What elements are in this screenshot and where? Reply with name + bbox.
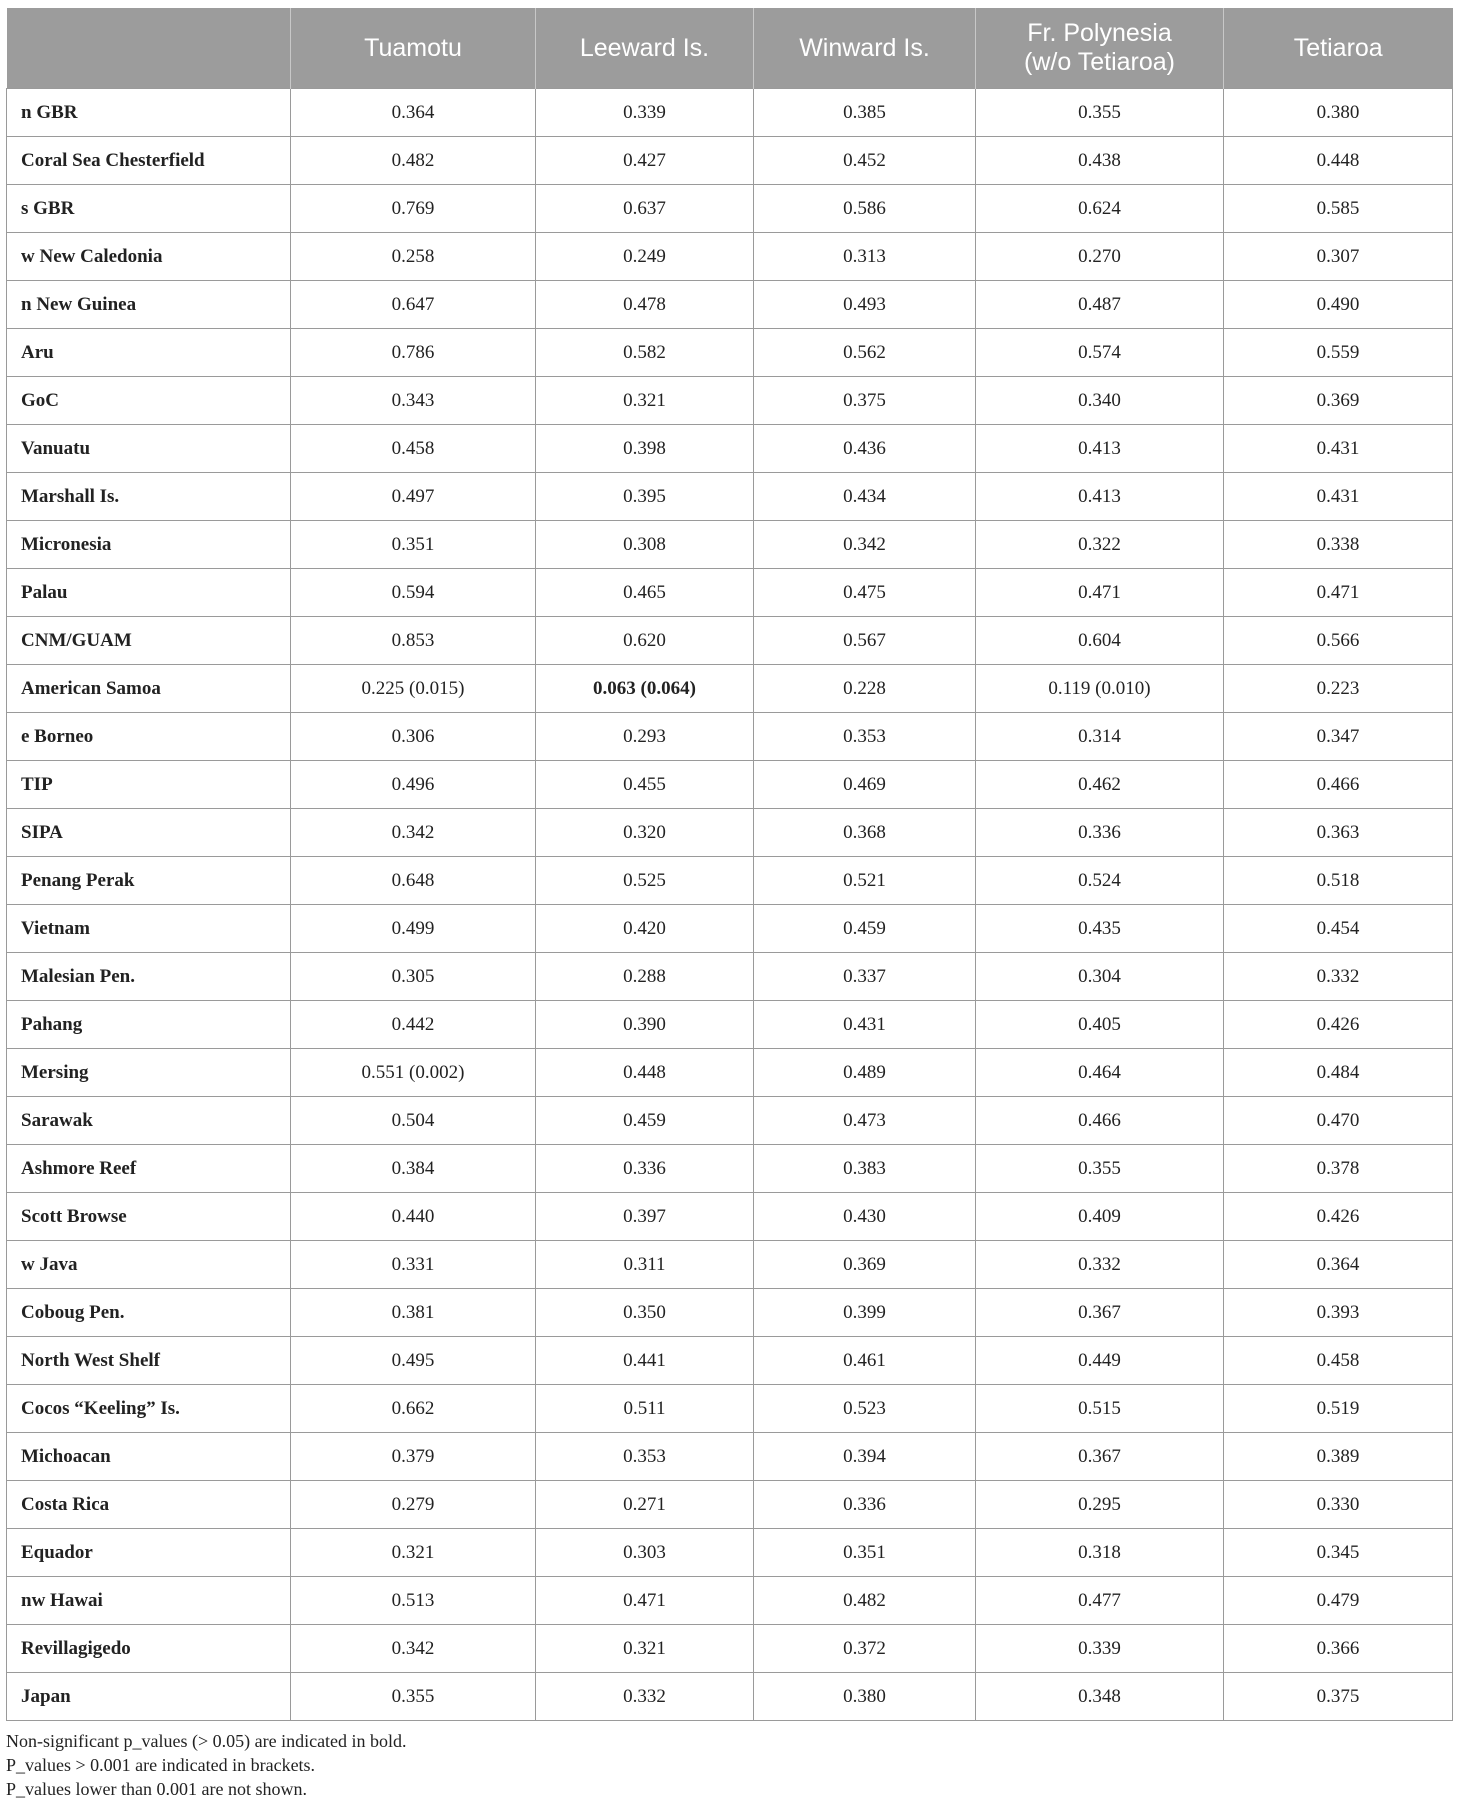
table-cell: 0.390 [536,1001,754,1049]
table-cell: 0.405 [976,1001,1224,1049]
table-cell: 0.559 [1224,329,1453,377]
row-label: e Borneo [7,713,291,761]
table-row [7,665,1453,713]
table-cell: 0.375 [1224,1673,1453,1721]
table-cell: 0.398 [536,425,754,473]
table-cell: 0.395 [536,473,754,521]
table-cell: 0.454 [1224,905,1453,953]
table-cell: 0.524 [976,857,1224,905]
table-cell: 0.355 [976,89,1224,137]
table-row [7,1049,1453,1097]
table-row [7,89,1453,137]
table-row [7,1289,1453,1337]
table-cell: 0.448 [1224,137,1453,185]
table-cell: 0.367 [976,1433,1224,1481]
table-cell: 0.380 [754,1673,976,1721]
table-row [7,473,1453,521]
row-label: American Samoa [7,665,291,713]
table-cell: 0.493 [754,281,976,329]
table-cell: 0.426 [1224,1193,1453,1241]
table-row [7,617,1453,665]
table-cell: 0.279 [291,1481,536,1529]
table-cell: 0.566 [1224,617,1453,665]
header-cell-leeward: Leeward Is. [536,8,754,89]
table-cell: 0.308 [536,521,754,569]
table-cell: 0.348 [976,1673,1224,1721]
table-cell: 0.489 [754,1049,976,1097]
table-cell: 0.369 [1224,377,1453,425]
table-header [7,8,1453,89]
row-label: Costa Rica [7,1481,291,1529]
table-row [7,233,1453,281]
table-cell: 0.351 [754,1529,976,1577]
table-cell: 0.465 [536,569,754,617]
header-cell-tuamotu: Tuamotu [291,8,536,89]
table-cell: 0.458 [291,425,536,473]
table-body [7,89,1453,1721]
header-cell-fr-polynesia: Fr. Polynesia (w/o Tetiaroa) [976,8,1224,89]
table-cell: 0.293 [536,713,754,761]
table-cell: 0.364 [291,89,536,137]
table-cell: 0.620 [536,617,754,665]
header-row [7,8,1453,89]
table-cell: 0.369 [754,1241,976,1289]
table-cell: 0.574 [976,329,1224,377]
table-cell: 0.223 [1224,665,1453,713]
table-cell: 0.342 [754,521,976,569]
table-cell: 0.288 [536,953,754,1001]
row-label: Penang Perak [7,857,291,905]
table-cell: 0.307 [1224,233,1453,281]
table-cell: 0.471 [536,1577,754,1625]
row-label: s GBR [7,185,291,233]
table-cell: 0.495 [291,1337,536,1385]
table-cell: 0.853 [291,617,536,665]
table-cell: 0.582 [536,329,754,377]
table-cell: 0.332 [536,1673,754,1721]
table-cell: 0.379 [291,1433,536,1481]
table-cell: 0.482 [291,137,536,185]
table-cell: 0.769 [291,185,536,233]
table-cell: 0.436 [754,425,976,473]
row-label: Coboug Pen. [7,1289,291,1337]
row-label: w New Caledonia [7,233,291,281]
table-row [7,1625,1453,1673]
row-label: Michoacan [7,1433,291,1481]
row-label: Marshall Is. [7,473,291,521]
table-cell: 0.449 [976,1337,1224,1385]
table-cell: 0.228 [754,665,976,713]
table-cell: 0.497 [291,473,536,521]
footnote: Non-significant p_values (> 0.05) are indicated in bold. [6,1731,407,1751]
table-cell: 0.332 [976,1241,1224,1289]
table-row [7,1481,1453,1529]
table-row [7,425,1453,473]
table-row [7,1433,1453,1481]
table-cell: 0.426 [1224,1001,1453,1049]
table-row [7,1241,1453,1289]
table-cell: 0.355 [976,1145,1224,1193]
table-cell: 0.430 [754,1193,976,1241]
table-cell: 0.397 [536,1193,754,1241]
table-cell: 0.459 [754,905,976,953]
row-label: nw Hawai [7,1577,291,1625]
row-label: North West Shelf [7,1337,291,1385]
table-cell: 0.624 [976,185,1224,233]
table-cell: 0.366 [1224,1625,1453,1673]
table-row [7,1193,1453,1241]
table-footnotes [6,1729,1452,1801]
row-label: Revillagigedo [7,1625,291,1673]
table-cell: 0.063 (0.064) [536,665,754,713]
row-label: Ashmore Reef [7,1145,291,1193]
table-cell: 0.389 [1224,1433,1453,1481]
table-cell: 0.258 [291,233,536,281]
table-cell: 0.496 [291,761,536,809]
table-cell: 0.461 [754,1337,976,1385]
table-cell: 0.431 [1224,473,1453,521]
table-container [6,8,1452,1801]
table-cell: 0.434 [754,473,976,521]
table-cell: 0.455 [536,761,754,809]
table-cell: 0.462 [976,761,1224,809]
table-cell: 0.339 [976,1625,1224,1673]
table-cell: 0.385 [754,89,976,137]
row-label: Japan [7,1673,291,1721]
table-cell: 0.448 [536,1049,754,1097]
table-cell: 0.469 [754,761,976,809]
table-cell: 0.393 [1224,1289,1453,1337]
row-label: n New Guinea [7,281,291,329]
table-cell: 0.381 [291,1289,536,1337]
table-cell: 0.314 [976,713,1224,761]
table-cell: 0.504 [291,1097,536,1145]
table-cell: 0.337 [754,953,976,1001]
table-cell: 0.321 [536,377,754,425]
header-cell-tetiaroa: Tetiaroa [1224,8,1453,89]
row-label: Sarawak [7,1097,291,1145]
table-cell: 0.475 [754,569,976,617]
table-row [7,857,1453,905]
table-cell: 0.372 [754,1625,976,1673]
table-cell: 0.380 [1224,89,1453,137]
table-cell: 0.413 [976,473,1224,521]
table-cell: 0.479 [1224,1577,1453,1625]
table-cell: 0.306 [291,713,536,761]
table-cell: 0.525 [536,857,754,905]
table-cell: 0.313 [754,233,976,281]
table-row [7,1529,1453,1577]
row-label: Cocos “Keeling” Is. [7,1385,291,1433]
table-cell: 0.551 (0.002) [291,1049,536,1097]
table-cell: 0.484 [1224,1049,1453,1097]
table-cell: 0.413 [976,425,1224,473]
table-cell: 0.515 [976,1385,1224,1433]
table-cell: 0.466 [1224,761,1453,809]
table-cell: 0.523 [754,1385,976,1433]
table-cell: 0.458 [1224,1337,1453,1385]
table-cell: 0.353 [536,1433,754,1481]
table-cell: 0.322 [976,521,1224,569]
row-label: CNM/GUAM [7,617,291,665]
table-cell: 0.470 [1224,1097,1453,1145]
row-label: Equador [7,1529,291,1577]
table-cell: 0.320 [536,809,754,857]
table-cell: 0.378 [1224,1145,1453,1193]
row-label: GoC [7,377,291,425]
header-cell-winward: Winward Is. [754,8,976,89]
table-cell: 0.427 [536,137,754,185]
table-cell: 0.647 [291,281,536,329]
table-cell: 0.464 [976,1049,1224,1097]
header-cell-corner [7,8,291,89]
row-label: Vietnam [7,905,291,953]
table-row [7,761,1453,809]
table-cell: 0.332 [1224,953,1453,1001]
table-row [7,1385,1453,1433]
table-row [7,521,1453,569]
table-cell: 0.353 [754,713,976,761]
table-cell: 0.459 [536,1097,754,1145]
table-cell: 0.585 [1224,185,1453,233]
table-row [7,713,1453,761]
table-cell: 0.594 [291,569,536,617]
row-label: Aru [7,329,291,377]
table-cell: 0.562 [754,329,976,377]
table-row [7,569,1453,617]
table-cell: 0.225 (0.015) [291,665,536,713]
row-label: Micronesia [7,521,291,569]
table-cell: 0.363 [1224,809,1453,857]
table-cell: 0.471 [976,569,1224,617]
table-cell: 0.347 [1224,713,1453,761]
table-cell: 0.311 [536,1241,754,1289]
table-cell: 0.604 [976,617,1224,665]
table-cell: 0.662 [291,1385,536,1433]
table-cell: 0.477 [976,1577,1224,1625]
table-cell: 0.435 [976,905,1224,953]
table-row [7,1001,1453,1049]
table-cell: 0.270 [976,233,1224,281]
table-cell: 0.383 [754,1145,976,1193]
footnote: P_values lower than 0.001 are not shown. [6,1779,307,1799]
table-row [7,281,1453,329]
table-row [7,953,1453,1001]
table-cell: 0.345 [1224,1529,1453,1577]
table-cell: 0.648 [291,857,536,905]
table-row [7,1577,1453,1625]
table-cell: 0.440 [291,1193,536,1241]
table-cell: 0.303 [536,1529,754,1577]
table-cell: 0.438 [976,137,1224,185]
table-cell: 0.321 [291,1529,536,1577]
table-cell: 0.511 [536,1385,754,1433]
table-cell: 0.368 [754,809,976,857]
table-cell: 0.355 [291,1673,536,1721]
table-row [7,1673,1453,1721]
table-cell: 0.338 [1224,521,1453,569]
table-cell: 0.567 [754,617,976,665]
table-cell: 0.336 [536,1145,754,1193]
table-cell: 0.478 [536,281,754,329]
table-cell: 0.466 [976,1097,1224,1145]
table-cell: 0.482 [754,1577,976,1625]
table-cell: 0.431 [1224,425,1453,473]
table-cell: 0.409 [976,1193,1224,1241]
table-cell: 0.339 [536,89,754,137]
row-label: Mersing [7,1049,291,1097]
table-row [7,1097,1453,1145]
table-cell: 0.330 [1224,1481,1453,1529]
table-cell: 0.351 [291,521,536,569]
table-cell: 0.637 [536,185,754,233]
table-cell: 0.442 [291,1001,536,1049]
table-cell: 0.499 [291,905,536,953]
row-label: Coral Sea Chesterfield [7,137,291,185]
row-label: Vanuatu [7,425,291,473]
table-cell: 0.336 [754,1481,976,1529]
table-cell: 0.343 [291,377,536,425]
table-cell: 0.342 [291,1625,536,1673]
table-cell: 0.513 [291,1577,536,1625]
table-cell: 0.331 [291,1241,536,1289]
table-cell: 0.473 [754,1097,976,1145]
table-cell: 0.295 [976,1481,1224,1529]
table-row [7,329,1453,377]
row-label: Malesian Pen. [7,953,291,1001]
table-cell: 0.321 [536,1625,754,1673]
table-cell: 0.441 [536,1337,754,1385]
row-label: Pahang [7,1001,291,1049]
table-cell: 0.521 [754,857,976,905]
table-cell: 0.399 [754,1289,976,1337]
table-row [7,185,1453,233]
table-cell: 0.452 [754,137,976,185]
table-cell: 0.336 [976,809,1224,857]
table-cell: 0.367 [976,1289,1224,1337]
table-cell: 0.304 [976,953,1224,1001]
row-label: SIPA [7,809,291,857]
table-cell: 0.394 [754,1433,976,1481]
data-table [6,8,1453,1721]
footnote: P_values > 0.001 are indicated in brackets. [6,1755,316,1775]
table-cell: 0.318 [976,1529,1224,1577]
table-cell: 0.340 [976,377,1224,425]
table-cell: 0.305 [291,953,536,1001]
table-cell: 0.249 [536,233,754,281]
table-row [7,1337,1453,1385]
table-row [7,137,1453,185]
row-label: Scott Browse [7,1193,291,1241]
row-label: Palau [7,569,291,617]
table-row [7,377,1453,425]
table-cell: 0.271 [536,1481,754,1529]
table-cell: 0.384 [291,1145,536,1193]
table-cell: 0.786 [291,329,536,377]
table-cell: 0.518 [1224,857,1453,905]
table-cell: 0.487 [976,281,1224,329]
table-cell: 0.364 [1224,1241,1453,1289]
table-cell: 0.586 [754,185,976,233]
table-cell: 0.490 [1224,281,1453,329]
table-row [7,1145,1453,1193]
row-label: w Java [7,1241,291,1289]
table-cell: 0.471 [1224,569,1453,617]
table-cell: 0.375 [754,377,976,425]
table-row [7,905,1453,953]
table-cell: 0.119 (0.010) [976,665,1224,713]
table-row [7,809,1453,857]
table-cell: 0.420 [536,905,754,953]
row-label: TIP [7,761,291,809]
row-label: n GBR [7,89,291,137]
table-cell: 0.350 [536,1289,754,1337]
table-cell: 0.431 [754,1001,976,1049]
table-cell: 0.519 [1224,1385,1453,1433]
table-cell: 0.342 [291,809,536,857]
